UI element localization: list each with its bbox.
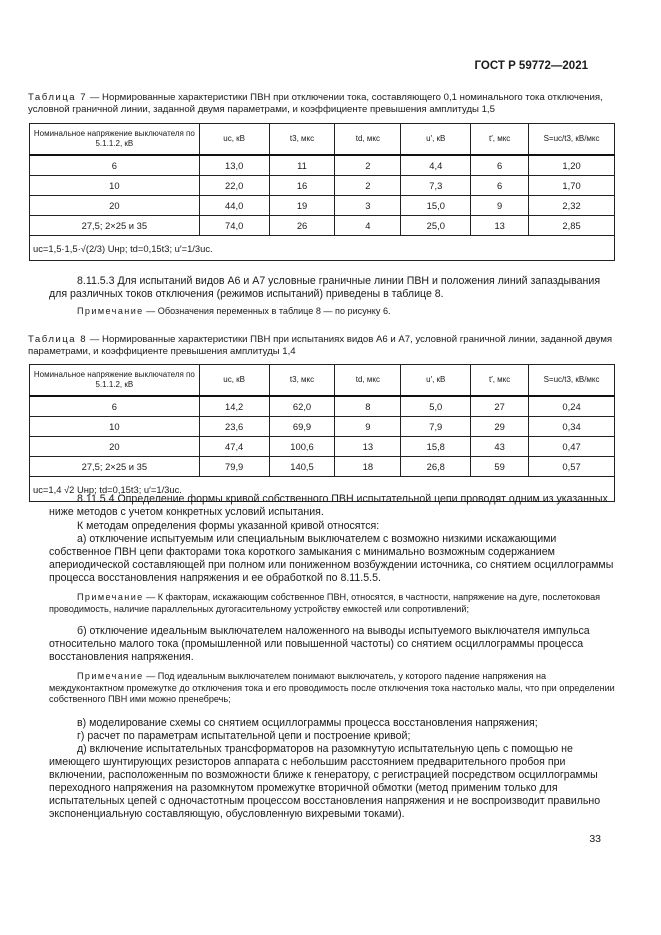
table-cell: 2,85 bbox=[529, 216, 615, 236]
table-cell: 2 bbox=[335, 155, 401, 176]
table-cell: 26,8 bbox=[401, 457, 471, 477]
table-row bbox=[30, 196, 615, 216]
table-cell: 62,0 bbox=[269, 396, 335, 417]
note-3-label: Примечание bbox=[77, 671, 144, 681]
table-cell: 69,9 bbox=[269, 417, 335, 437]
table8-header-t-prime: t′, мкс bbox=[471, 365, 529, 397]
table-cell: 27 bbox=[471, 396, 529, 417]
table7-header-s: S=uc/t3, кВ/мкс bbox=[529, 124, 615, 156]
table-cell: 13,0 bbox=[199, 155, 269, 176]
page-number: 33 bbox=[589, 833, 601, 845]
table-cell: 10 bbox=[30, 176, 200, 196]
paragraph-8-11-5-3: 8.11.5.3 Для испытаний видов А6 и А7 условные граничные линии ПВН и положения линий запаздывания для различных токов отключения (режимов испытаний) приведены в таблице 8. bbox=[49, 275, 601, 300]
paragraph-method-b: б) отключение идеальным выключателем наложенного на выводы испытуемого выключателя импульса относительно малого тока (промышленной или повышенной частоты) со снятием осциллограммы процесса восстановления напряжения. bbox=[49, 625, 590, 663]
table-cell: 100,6 bbox=[269, 437, 335, 457]
table-cell: 15,0 bbox=[401, 196, 471, 216]
table-cell: 15,8 bbox=[401, 437, 471, 457]
note-1-text: — Обозначения переменных в таблице 8 — по рисунку 6. bbox=[143, 306, 391, 316]
table-cell: 0,24 bbox=[529, 396, 615, 417]
paragraph-method-d: д) включение испытательных трансформаторов на разомкнутую испытательную цепь с помощью не имеющего шунтирующих резисторов аппарата с небольшим расстоянием предварительного пробоя при включении, расположенным по возможности ближе к генератору, с регистрацией посредством осциллограммы переходного напряжения на разомкнутом промежутке вторичной обмотки (метод применим только для испытательных цепей с одночастотным процессом восстановления напряжения и не воспроизводит правильно экспоненциальную составляющую, обусловленную вихревыми токами). bbox=[49, 743, 601, 820]
table-cell: 44,0 bbox=[199, 196, 269, 216]
table-cell: 1,20 bbox=[529, 155, 615, 176]
table8-header-td: td, мкс bbox=[335, 365, 401, 397]
paragraph-methods: К методам определения формы указанной кривой относятся: bbox=[77, 520, 380, 532]
table-cell: 43 bbox=[471, 437, 529, 457]
note-1 bbox=[49, 306, 616, 318]
table-cell: 4,4 bbox=[401, 155, 471, 176]
table-cell: 6 bbox=[471, 176, 529, 196]
table-row bbox=[30, 155, 615, 176]
paragraph-method-v: в) моделирование схемы со снятием осциллограммы процесса восстановления напряжения; bbox=[77, 717, 538, 729]
table7-header-t-prime: t′, мкс bbox=[471, 124, 529, 156]
table-cell: 0,57 bbox=[529, 457, 615, 477]
table-cell: 25,0 bbox=[401, 216, 471, 236]
table8-caption-label: Таблица 8 bbox=[28, 334, 88, 345]
table8-caption bbox=[28, 334, 618, 358]
table-cell: 2,32 bbox=[529, 196, 615, 216]
table-cell: 6 bbox=[30, 155, 200, 176]
table8-header-voltage: Номинальное напряжение выключателя по 5.1.1.2, кВ bbox=[30, 365, 200, 397]
table7-formula: uc=1,5·1,5·√(2/3) Uнр; td=0,15t3; u′=1/3uc. bbox=[30, 236, 615, 261]
table-cell: 6 bbox=[30, 396, 200, 417]
table-cell: 23,6 bbox=[199, 417, 269, 437]
table7-caption-label: Таблица 7 bbox=[28, 92, 88, 103]
table-cell: 2 bbox=[335, 176, 401, 196]
table-cell: 27,5; 2×25 и 35 bbox=[30, 457, 200, 477]
table-cell: 8 bbox=[335, 396, 401, 417]
table-cell: 3 bbox=[335, 196, 401, 216]
table7-header-td: td, мкс bbox=[335, 124, 401, 156]
table7 bbox=[29, 123, 615, 261]
document-header: ГОСТ Р 59772—2021 bbox=[474, 60, 588, 72]
note-3 bbox=[49, 671, 616, 706]
note-2-text: — К факторам, искажающим собственное ПВН, относятся, в частности, напряжение на дуге, послетоковая проводимость, наличие параллельных дугогасительному устройству емкостей или сопротивлений; bbox=[49, 592, 601, 614]
table-cell: 59 bbox=[471, 457, 529, 477]
table-cell: 27,5; 2×25 и 35 bbox=[30, 216, 200, 236]
table-row bbox=[30, 417, 615, 437]
table8 bbox=[29, 364, 615, 502]
table-cell: 11 bbox=[269, 155, 335, 176]
table8-header-uc: uc, кВ bbox=[199, 365, 269, 397]
table-cell: 29 bbox=[471, 417, 529, 437]
table7-header-t3: t3, мкс bbox=[269, 124, 335, 156]
table-cell: 7,3 bbox=[401, 176, 471, 196]
table-cell: 6 bbox=[471, 155, 529, 176]
table-cell: 0,47 bbox=[529, 437, 615, 457]
table7-caption-text: — Нормированные характеристики ПВН при отключении тока, составляющего 0,1 номинального тока отключения, условной граничной линии, заданной двумя параметрами, и коэффициенте превышения амплитуды 1,5 bbox=[28, 92, 603, 115]
table-cell: 5,0 bbox=[401, 396, 471, 417]
note-2 bbox=[49, 592, 616, 615]
table-cell: 79,9 bbox=[199, 457, 269, 477]
table8-header-u-prime: u′, кВ bbox=[401, 365, 471, 397]
table-row bbox=[30, 396, 615, 417]
table8-header-s: S=uc/t3, кВ/мкс bbox=[529, 365, 615, 397]
table-cell: 9 bbox=[471, 196, 529, 216]
table7-header-u-prime: u′, кВ bbox=[401, 124, 471, 156]
table-cell: 0,34 bbox=[529, 417, 615, 437]
table8-header-t3: t3, мкс bbox=[269, 365, 335, 397]
table-cell: 4 bbox=[335, 216, 401, 236]
table-cell: 47,4 bbox=[199, 437, 269, 457]
table-cell: 1,70 bbox=[529, 176, 615, 196]
table-row bbox=[30, 457, 615, 477]
paragraph-method-a: а) отключение испытуемым или специальным выключателем с возможно низкими искажающими собственное ПВН цепи факторами тока короткого замыкания с минимально возможным содержанием апериодической составляющей при полном или пониженном возбуждении источника, со снятием осциллограммы процесса восстановления напряжения и ее обработкой по 8.11.5.5. bbox=[49, 533, 614, 584]
table-cell: 26 bbox=[269, 216, 335, 236]
table-cell: 20 bbox=[30, 196, 200, 216]
table-row bbox=[30, 437, 615, 457]
table8-formula: uc=1,4 √2 Uнр; td=0,15t3; u′=1/3uc. bbox=[30, 477, 615, 502]
table8-caption-text: — Нормированные характеристики ПВН при испытаниях видов А6 и А7, условной граничной линии, заданной двумя параметрами, и коэффициенте превышения амплитуды 1,4 bbox=[28, 334, 613, 357]
table-cell: 9 bbox=[335, 417, 401, 437]
table-row bbox=[30, 216, 615, 236]
paragraph-8-11-5-4: 8.11.5.4 Определение формы кривой собственного ПВН испытательной цепи проводят одним из указанных ниже методов с учетом конкретных условий испытания. bbox=[49, 493, 608, 518]
table-cell: 20 bbox=[30, 437, 200, 457]
table-cell: 140,5 bbox=[269, 457, 335, 477]
table-cell: 74,0 bbox=[199, 216, 269, 236]
table-cell: 18 bbox=[335, 457, 401, 477]
table-cell: 13 bbox=[471, 216, 529, 236]
table-row bbox=[30, 176, 615, 196]
table7-caption bbox=[28, 92, 618, 116]
table-row bbox=[30, 236, 615, 261]
table-cell: 22,0 bbox=[199, 176, 269, 196]
note-2-label: Примечание bbox=[77, 592, 144, 602]
table7-header-uc: uc, кВ bbox=[199, 124, 269, 156]
note-3-text: — Под идеальным выключателем понимают выключатель, у которого падение напряжения на междуконтактном промежутке до отключения тока и его проводимость после отключения тока настолько малы, что при определении собственного ПВН ими можно пренебречь; bbox=[49, 671, 615, 704]
table-cell: 19 bbox=[269, 196, 335, 216]
note-1-label: Примечание bbox=[77, 306, 144, 316]
table-cell: 16 bbox=[269, 176, 335, 196]
table-cell: 14,2 bbox=[199, 396, 269, 417]
table-cell: 7,9 bbox=[401, 417, 471, 437]
paragraph-method-g: г) расчет по параметрам испытательной цепи и построение кривой; bbox=[77, 730, 411, 742]
table7-header-voltage: Номинальное напряжение выключателя по 5.1.1.2, кВ bbox=[30, 124, 200, 156]
table-cell: 13 bbox=[335, 437, 401, 457]
table-cell: 10 bbox=[30, 417, 200, 437]
